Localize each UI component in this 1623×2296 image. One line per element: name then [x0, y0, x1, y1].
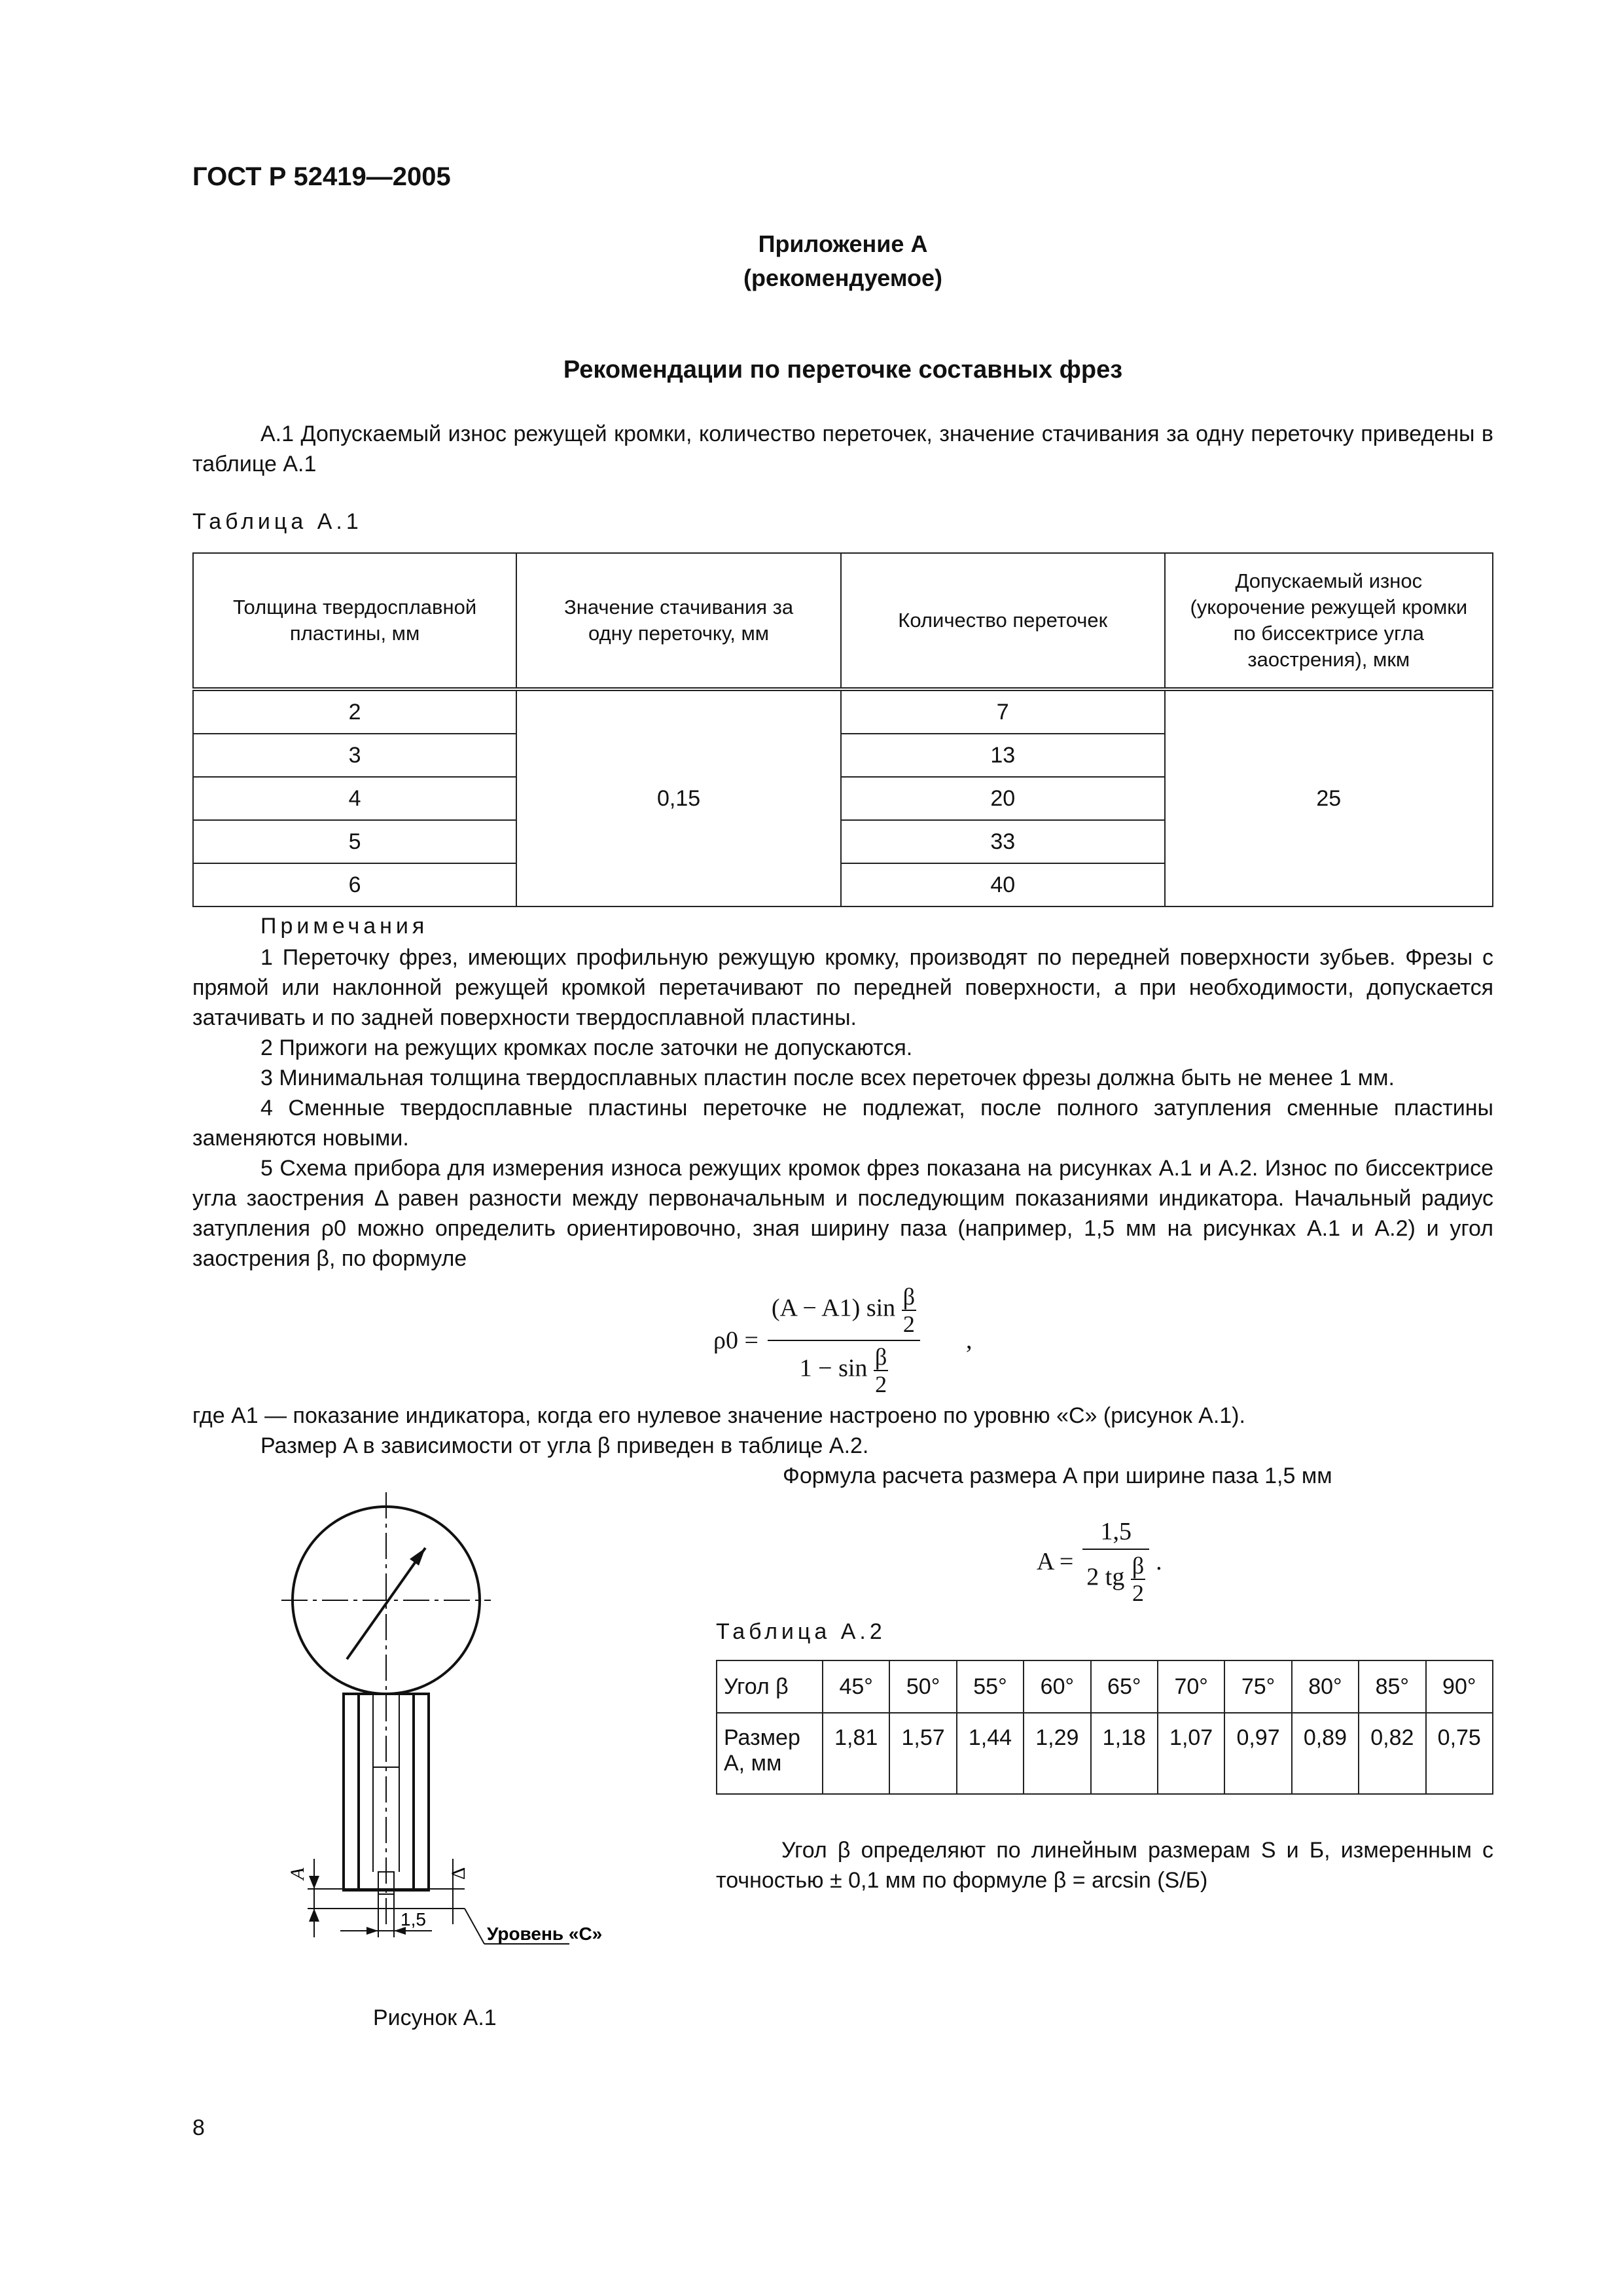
two-symbol: 2	[1132, 1580, 1144, 1606]
table-cell: 85°	[1359, 1660, 1425, 1713]
two-symbol: 2	[875, 1371, 887, 1397]
dim-delta-label: Δ	[448, 1867, 469, 1880]
figure-drawing	[281, 1492, 569, 1944]
formula-fraction	[768, 1283, 920, 1397]
formula-A	[1037, 1509, 1162, 1614]
formula-rho	[713, 1282, 972, 1399]
table-cell: 40	[841, 863, 1165, 906]
table-cell: 2	[193, 689, 516, 734]
appendix-title: Приложение А	[758, 230, 928, 257]
leader-line	[465, 1909, 484, 1944]
formula-denominator	[768, 1341, 920, 1397]
beta-half	[1131, 1552, 1145, 1606]
table-row-size	[717, 1713, 1493, 1794]
note-2: 2 Прижоги на режущих кромках после заточки не допускаются.	[260, 1035, 913, 1060]
table-cell: 0,89	[1292, 1713, 1359, 1794]
table-cell: 1,07	[1158, 1713, 1224, 1794]
beta-half	[902, 1283, 916, 1337]
table-cell: 0,75	[1426, 1713, 1493, 1794]
size-line: Размер A в зависимости от угла β приведен в таблице А.2.	[260, 1433, 869, 1458]
formula-fraction	[1082, 1517, 1149, 1606]
table-cell: 75°	[1224, 1660, 1291, 1713]
section-heading: Рекомендации по переточке составных фрез	[563, 356, 1123, 384]
dim-width-label: 1,5	[401, 1909, 426, 1929]
table-cell: 33	[841, 820, 1165, 863]
beta-symbol: β	[902, 1283, 916, 1310]
table-header-row	[193, 553, 1493, 689]
table-cell: 0,97	[1224, 1713, 1291, 1794]
formula-caption: Формула расчета размера A при ширине паза 1,5 мм	[783, 1463, 1332, 1488]
header-cell	[1165, 553, 1493, 689]
header-cell	[841, 553, 1165, 689]
notes-title: Примечания	[260, 914, 429, 939]
document-code: ГОСТ Р 52419—2005	[192, 162, 451, 191]
dim-A-label: A	[287, 1867, 308, 1880]
table-cell: 55°	[957, 1660, 1024, 1713]
table-cell: 90°	[1426, 1660, 1493, 1713]
formula-comma: ,	[966, 1327, 972, 1354]
denominator-text: 2 tg	[1086, 1563, 1125, 1591]
numerator-text: (A − A1) sin	[771, 1294, 896, 1322]
beta-symbol: β	[874, 1344, 887, 1370]
table-cell: 0,82	[1359, 1713, 1425, 1794]
table-cell: 65°	[1091, 1660, 1158, 1713]
note-1: 1 Переточку фрез, имеющих профильную режущую кромку, производят по передней поверхности зубьев. Фрезы с прямой или наклонной режущей кромкой перетачивают по передней поверхности, а при необходимости, допускается затачивать и по задней поверхности твердосплавной пластины.	[192, 945, 1493, 1030]
formula-lhs: ρ0 =	[713, 1327, 758, 1354]
table-cell: 3	[193, 734, 516, 777]
beta-symbol: β	[1132, 1552, 1145, 1579]
note-3: 3 Минимальная толщина твердосплавных пластин после всех переточек фрезы должна быть не менее 1 мм.	[260, 1066, 1395, 1090]
note-5: 5 Схема прибора для измерения износа режущих кромок фрез показана на рисунках А.1 и А.2. Износ по биссектрисе угла заострения Δ равен разности между первоначальным и последующим показаниями индикатора. Начальный радиус затупления ρ0 можно определить ориентировочно, зная ширину паза (например, 1,5 мм на рисунках А.1 и А.2) и угол заострения β, по формуле	[192, 1156, 1493, 1271]
formula-numerator: 1,5	[1082, 1517, 1149, 1550]
table-cell: 1,29	[1024, 1713, 1090, 1794]
table-cell: 4	[193, 777, 516, 820]
table-cell: 80°	[1292, 1660, 1359, 1713]
figure-caption: Рисунок А.1	[373, 2005, 497, 2030]
note-4: 4 Сменные твердосплавные пластины переточке не подлежат, после полного затупления сменные пластины заменяются новыми.	[192, 1096, 1493, 1151]
table-row-angle	[717, 1660, 1493, 1713]
header-text: Допускаемый износ (укорочение режущей кромки по биссектрисе угла заострения), мкм	[1190, 569, 1468, 671]
table-cell: 1,18	[1091, 1713, 1158, 1794]
formula-denominator	[1082, 1550, 1149, 1606]
intro-paragraph: А.1 Допускаемый износ режущей кромки, количество переточек, значение стачивания за одну переточку приведены в таблице А.1	[192, 422, 1493, 476]
formula-lhs: A =	[1037, 1548, 1074, 1575]
header-text: Толщина твердосплавной пластины, мм	[233, 596, 477, 645]
table-cell: 1,57	[889, 1713, 956, 1794]
header-cell	[516, 553, 841, 689]
angle-paragraph: Угол β определяют по линейным размерам S и Б, измеренным с точностью ± 0,1 мм по формуле β = arcsin (S/Б)	[716, 1838, 1493, 1893]
header-text: Количество переточек	[898, 609, 1108, 632]
table-cell: 1,44	[957, 1713, 1024, 1794]
indicator-figure	[275, 1492, 641, 1990]
table-cell: 5	[193, 820, 516, 863]
pointer-arrow-icon	[410, 1548, 425, 1566]
formula-numerator	[768, 1283, 920, 1341]
header-text: Значение стачивания за одну переточку, мм	[564, 596, 794, 645]
table2-caption: Таблица А.2	[716, 1619, 886, 1644]
formula-dot: .	[1156, 1548, 1162, 1575]
table-cell: 20	[841, 777, 1165, 820]
appendix-subtitle: (рекомендуемое)	[743, 264, 942, 291]
table-cell: 60°	[1024, 1660, 1090, 1713]
table-cell-merged: 0,15	[516, 689, 841, 906]
two-symbol: 2	[902, 1311, 915, 1337]
where-line: где A1 — показание индикатора, когда его нулевое значение настроено по уровню «С» (рисунок А.1).	[192, 1403, 1245, 1428]
table-cell-merged: 25	[1165, 689, 1493, 906]
table-cell: 45°	[823, 1660, 889, 1713]
table-cell: 7	[841, 689, 1165, 734]
beta-half	[874, 1344, 888, 1397]
page-number: 8	[192, 2115, 205, 2140]
table-row-label: Размер A, мм	[717, 1713, 823, 1794]
dim-arrow-icon	[366, 1927, 378, 1935]
header-cell	[193, 553, 516, 689]
level-label: Уровень «С»	[487, 1924, 603, 1944]
dim-arrow-icon	[309, 1876, 319, 1889]
table-a1	[192, 552, 1493, 907]
table-row-label: Угол β	[717, 1660, 823, 1713]
table-cell: 1,81	[823, 1713, 889, 1794]
table-cell: 70°	[1158, 1660, 1224, 1713]
dim-arrow-icon	[309, 1909, 319, 1922]
table-row	[193, 689, 1493, 734]
table-cell: 50°	[889, 1660, 956, 1713]
table-a2	[716, 1660, 1493, 1795]
table1-caption: Таблица А.1	[192, 509, 363, 534]
denominator-text: 1 − sin	[799, 1354, 868, 1382]
table-cell: 6	[193, 863, 516, 906]
table-cell: 13	[841, 734, 1165, 777]
